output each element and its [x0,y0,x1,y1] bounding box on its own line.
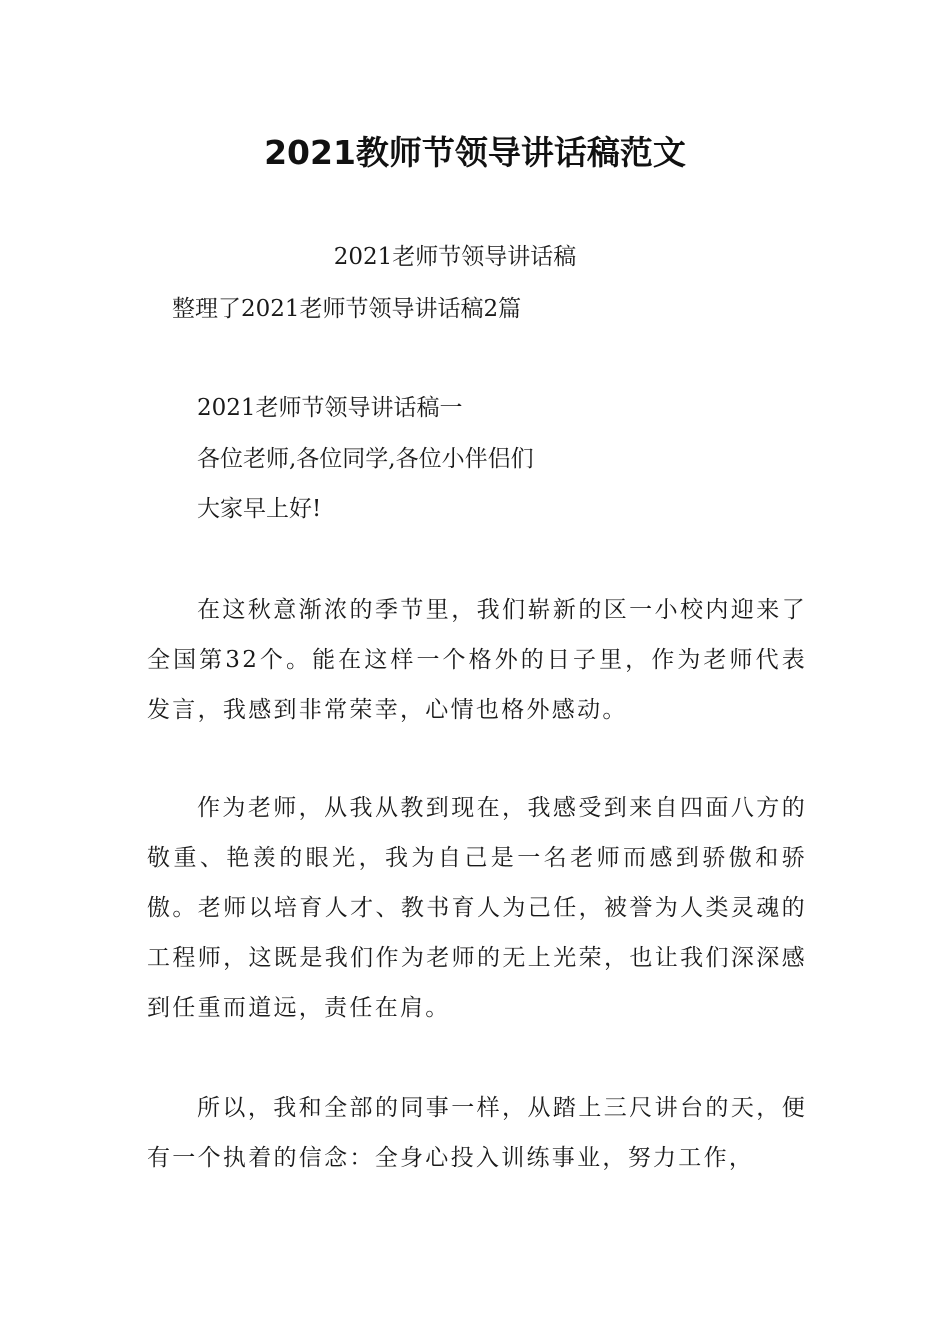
body-paragraph: 在这秋意渐浓的季节里，我们崭新的区一小校内迎来了全国第32个。能在这样一个格外的日子里，作为老师代表发言，我感到非常荣幸，心情也格外感动。 [147,597,807,723]
document-subtitle: 2021老师节领导讲话稿 [333,244,577,270]
body-paragraph: 作为老师，从我从教到现在，我感受到来自四面八方的敬重、艳羡的眼光，我为自己是一名老师而感到骄傲和骄傲。老师以培育人才、教书育人为己任，被誉为人类灵魂的工程师，这既是我们作为老师的无上光荣，也让我们深深感到任重而道远，责任在肩。 [147,795,807,1021]
section-heading: 2021老师节领导讲话稿一 [197,395,463,421]
body-paragraph: 所以，我和全部的同事一样，从踏上三尺讲台的天，便有一个执着的信念：全身心投入训练事业，努力工作， [147,1095,807,1171]
document-title: 2021教师节领导讲话稿范文 [264,133,686,172]
greeting: 大家早上好! [197,496,322,522]
intro-line: 整理了2021老师节领导讲话稿2篇 [172,296,522,322]
salutation: 各位老师,各位同学,各位小伴侣们 [197,446,534,472]
